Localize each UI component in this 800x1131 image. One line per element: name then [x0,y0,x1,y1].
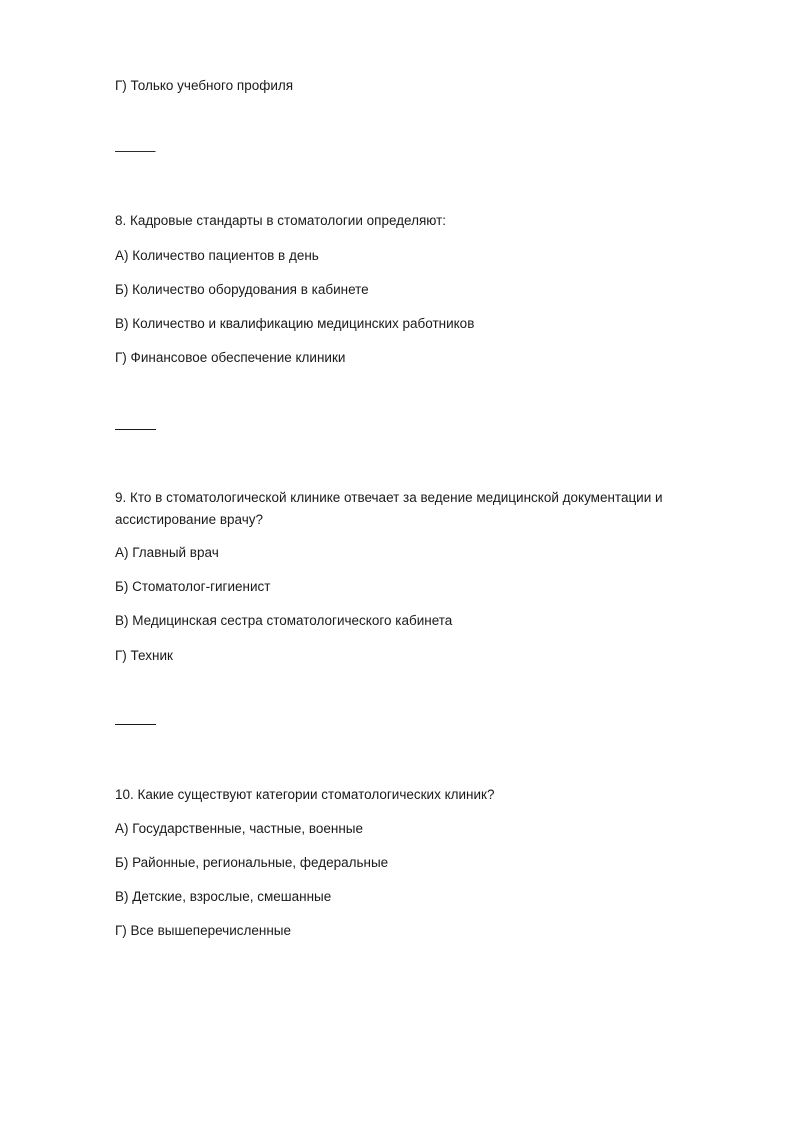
q8-option-v: В) Количество и квалификацию медицинских работников [115,316,475,331]
q8-option-g: Г) Финансовое обеспечение клиники [115,350,346,365]
q10-option-a: А) Государственные, частные, военные [115,821,363,836]
q9-option-a: А) Главный врач [115,545,219,560]
q10-option-b: Б) Районные, региональные, федеральные [115,855,389,870]
prev-question-option-g: Г) Только учебного профиля [115,78,294,93]
question-separator: ——— [115,143,156,158]
q9-option-b: Б) Стоматолог-гигиенист [115,579,271,594]
q8-question: 8. Кадровые стандарты в стоматологии определяют: [115,213,447,228]
q9-option-g: Г) Техник [115,648,173,663]
q8-option-b: Б) Количество оборудования в кабинете [115,282,369,297]
question-divider-line [115,724,156,725]
q10-question: 10. Какие существуют категории стоматологических клиник? [115,787,495,802]
q9-question: 9. Кто в стоматологической клинике отвечает за ведение медицинской документации и ассистирование врачу? [115,490,663,527]
q9-option-v: В) Медицинская сестра стоматологического кабинета [115,613,453,628]
q10-option-g: Г) Все вышеперечисленные [115,923,292,938]
q8-option-a: А) Количество пациентов в день [115,248,319,263]
q10-option-v: В) Детские, взрослые, смешанные [115,889,332,904]
question-divider-line [115,429,156,430]
